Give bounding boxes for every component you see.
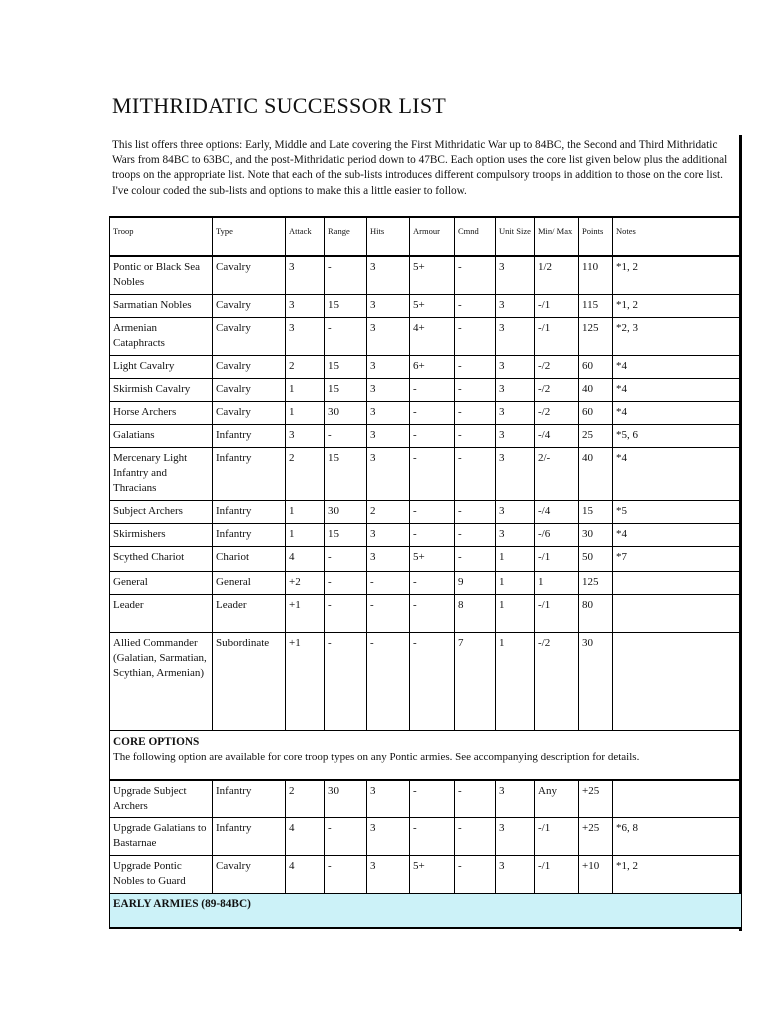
table-cell: 1 — [286, 500, 325, 523]
table-cell: - — [455, 546, 496, 571]
table-cell: - — [410, 632, 455, 730]
table-cell: Infantry — [213, 424, 286, 447]
table-cell: 3 — [367, 856, 410, 894]
table-cell: Infantry — [213, 818, 286, 856]
table-cell: +1 — [286, 632, 325, 730]
column-header: Attack — [286, 217, 325, 256]
table-cell: - — [455, 856, 496, 894]
core-options-cell — [110, 730, 742, 780]
table-cell: 40 — [579, 378, 613, 401]
table-cell: - — [325, 818, 367, 856]
column-header: Cmnd — [455, 217, 496, 256]
table-cell — [613, 632, 742, 730]
table-cell: Cavalry — [213, 378, 286, 401]
table-cell: *4 — [613, 355, 742, 378]
table-cell: Cavalry — [213, 401, 286, 424]
table-cell: 3 — [496, 424, 535, 447]
table-cell — [613, 780, 742, 818]
table-cell: 3 — [496, 523, 535, 546]
table-cell: 30 — [325, 500, 367, 523]
table-cell: Subordinate — [213, 632, 286, 730]
table-cell: 3 — [496, 378, 535, 401]
table-cell: +1 — [286, 594, 325, 632]
table-cell: 30 — [325, 401, 367, 424]
table-cell: 3 — [367, 424, 410, 447]
table-cell: 3 — [496, 780, 535, 818]
table-cell: *1, 2 — [613, 856, 742, 894]
table-cell: +2 — [286, 571, 325, 594]
table-cell: 3 — [496, 355, 535, 378]
table-row — [110, 424, 742, 447]
table-cell: 3 — [496, 856, 535, 894]
table-cell: 30 — [325, 780, 367, 818]
table-cell: Pontic or Black Sea Nobles — [110, 256, 213, 294]
table-cell: Cavalry — [213, 856, 286, 894]
table-cell: 4 — [286, 856, 325, 894]
column-header: Notes — [613, 217, 742, 256]
table-cell: - — [410, 500, 455, 523]
table-cell: *4 — [613, 378, 742, 401]
table-cell: -/1 — [535, 294, 579, 317]
table-cell: 3 — [367, 818, 410, 856]
table-cell: 9 — [455, 571, 496, 594]
table-cell: 3 — [496, 294, 535, 317]
column-header: Troop — [110, 217, 213, 256]
table-cell: Allied Commander (Galatian, Sarmatian, Scythian, Armenian) — [110, 632, 213, 730]
table-cell: 5+ — [410, 294, 455, 317]
table-cell: -/4 — [535, 424, 579, 447]
table-cell: 110 — [579, 256, 613, 294]
table-cell: Chariot — [213, 546, 286, 571]
table-cell: Cavalry — [213, 355, 286, 378]
table-cell: - — [410, 571, 455, 594]
table-cell: - — [455, 780, 496, 818]
table-row — [110, 856, 742, 894]
table-cell: 3 — [496, 500, 535, 523]
table-cell: 1 — [496, 546, 535, 571]
table-cell: Upgrade Pontic Nobles to Guard — [110, 856, 213, 894]
table-cell: -/1 — [535, 317, 579, 355]
core-options-row — [110, 730, 742, 780]
table-cell: - — [325, 856, 367, 894]
table-cell: 15 — [325, 378, 367, 401]
table-cell: Leader — [110, 594, 213, 632]
table-cell: - — [325, 594, 367, 632]
table-cell: Cavalry — [213, 256, 286, 294]
table-cell: - — [410, 424, 455, 447]
table-cell: - — [455, 523, 496, 546]
table-cell: 25 — [579, 424, 613, 447]
table-cell: Infantry — [213, 523, 286, 546]
table-cell: 3 — [286, 256, 325, 294]
column-header: Range — [325, 217, 367, 256]
table-cell: *4 — [613, 523, 742, 546]
table-cell: 8 — [455, 594, 496, 632]
table-cell: 15 — [325, 447, 367, 500]
table-row — [110, 594, 742, 632]
table-cell: 3 — [496, 256, 535, 294]
table-cell: - — [455, 500, 496, 523]
intro-paragraph: This list offers three options: Early, Middle and Late covering the First Mithridatic War up to 84BC, the Second and Third Mithridatic Wars from 84BC to 63BC, and the post-Mithridatic period down to 47BC. Each option uses the core list given below plus the additional troops on the appropriate list. Note that each of the sub-lists introduces different compulsory troops in addition to those on the core list. I've colour coded the sub-lists and options to make this a little easier to follow. — [112, 139, 728, 197]
table-cell: - — [410, 378, 455, 401]
table-cell: 3 — [367, 378, 410, 401]
table-cell: -/4 — [535, 500, 579, 523]
table-cell: -/1 — [535, 594, 579, 632]
core-options-heading: CORE OPTIONS — [113, 735, 200, 748]
table-cell: 1 — [286, 401, 325, 424]
table-cell: 15 — [325, 355, 367, 378]
table-cell: 15 — [579, 500, 613, 523]
table-cell — [613, 571, 742, 594]
table-cell: 3 — [367, 447, 410, 500]
table-cell: 125 — [579, 317, 613, 355]
table-cell: 2 — [286, 447, 325, 500]
table-cell: 2/- — [535, 447, 579, 500]
table-cell: 3 — [367, 523, 410, 546]
troop-list-table — [109, 216, 742, 929]
table-cell: -/1 — [535, 818, 579, 856]
table-cell: 3 — [367, 546, 410, 571]
table-cell: 3 — [367, 317, 410, 355]
table-cell: 1 — [496, 571, 535, 594]
table-cell: 3 — [286, 294, 325, 317]
table-cell: - — [455, 378, 496, 401]
table-cell: 60 — [579, 355, 613, 378]
table-cell: 115 — [579, 294, 613, 317]
core-options-text: The following option are available for core troop types on any Pontic armies. See accompanying description for details. — [113, 750, 640, 763]
table-cell: - — [325, 317, 367, 355]
table-row — [110, 632, 742, 730]
table-cell: *4 — [613, 447, 742, 500]
table-cell: Infantry — [213, 500, 286, 523]
table-cell: - — [325, 424, 367, 447]
table-cell: Sarmatian Nobles — [110, 294, 213, 317]
table-cell: -/2 — [535, 355, 579, 378]
table-cell: -/2 — [535, 401, 579, 424]
table-cell: - — [410, 523, 455, 546]
troop-rows — [110, 256, 742, 730]
table-cell: 30 — [579, 632, 613, 730]
table-cell: - — [455, 256, 496, 294]
page-title: MITHRIDATIC SUCCESSOR LIST — [112, 93, 447, 118]
column-header: Min/ Max — [535, 217, 579, 256]
table-cell: 2 — [286, 355, 325, 378]
table-cell: General — [110, 571, 213, 594]
table-row — [110, 546, 742, 571]
table-cell: 1 — [286, 378, 325, 401]
table-cell: 6+ — [410, 355, 455, 378]
table-row — [110, 401, 742, 424]
table-cell: *7 — [613, 546, 742, 571]
table-cell: Subject Archers — [110, 500, 213, 523]
table-cell: Cavalry — [213, 294, 286, 317]
early-armies-row — [110, 894, 742, 929]
table-cell: - — [410, 594, 455, 632]
table-cell: Horse Archers — [110, 401, 213, 424]
table-cell: - — [455, 355, 496, 378]
table-cell: 7 — [455, 632, 496, 730]
table-cell: *4 — [613, 401, 742, 424]
table-row — [110, 447, 742, 500]
table-row — [110, 294, 742, 317]
table-cell: - — [367, 632, 410, 730]
table-cell: Infantry — [213, 780, 286, 818]
table-cell: 4+ — [410, 317, 455, 355]
table-cell: -/1 — [535, 546, 579, 571]
table-cell: - — [367, 594, 410, 632]
table-cell: - — [410, 447, 455, 500]
table-cell: Armenian Cataphracts — [110, 317, 213, 355]
table-cell: 1 — [496, 594, 535, 632]
table-cell: *1, 2 — [613, 294, 742, 317]
table-cell: 30 — [579, 523, 613, 546]
table-cell: - — [325, 571, 367, 594]
table-cell: - — [325, 632, 367, 730]
table-row — [110, 256, 742, 294]
table-cell: General — [213, 571, 286, 594]
table-cell: 1/2 — [535, 256, 579, 294]
table-cell: *5 — [613, 500, 742, 523]
table-cell: - — [455, 401, 496, 424]
table-cell: 3 — [367, 401, 410, 424]
table-cell: Light Cavalry — [110, 355, 213, 378]
table-cell: 40 — [579, 447, 613, 500]
column-header: Type — [213, 217, 286, 256]
early-armies-label: EARLY ARMIES (89-84BC) — [110, 894, 742, 929]
table-cell: 1 — [286, 523, 325, 546]
table-cell: - — [455, 317, 496, 355]
table-cell: 60 — [579, 401, 613, 424]
table-row — [110, 378, 742, 401]
table-cell: 3 — [367, 294, 410, 317]
table-cell: -/2 — [535, 378, 579, 401]
table-cell: Leader — [213, 594, 286, 632]
table-cell: *6, 8 — [613, 818, 742, 856]
column-header: Armour — [410, 217, 455, 256]
table-cell: 3 — [496, 401, 535, 424]
table-cell: 5+ — [410, 856, 455, 894]
column-header: Hits — [367, 217, 410, 256]
table-cell: Cavalry — [213, 317, 286, 355]
table-cell: 3 — [286, 424, 325, 447]
table-cell: *5, 6 — [613, 424, 742, 447]
table-cell: - — [455, 447, 496, 500]
table-cell: 4 — [286, 818, 325, 856]
column-header: Points — [579, 217, 613, 256]
table-cell: 3 — [496, 317, 535, 355]
table-cell: - — [410, 401, 455, 424]
option-rows — [110, 780, 742, 894]
table-cell: - — [325, 256, 367, 294]
table-row — [110, 818, 742, 856]
table-cell: 2 — [367, 500, 410, 523]
table-cell: - — [367, 571, 410, 594]
table-cell: 15 — [325, 523, 367, 546]
table-cell: Scythed Chariot — [110, 546, 213, 571]
table-cell: *1, 2 — [613, 256, 742, 294]
table-cell: 3 — [496, 447, 535, 500]
table-cell: 125 — [579, 571, 613, 594]
table-cell: - — [455, 294, 496, 317]
table-cell: *2, 3 — [613, 317, 742, 355]
table-cell: +25 — [579, 780, 613, 818]
table-cell: 4 — [286, 546, 325, 571]
table-row — [110, 355, 742, 378]
table-cell: 1 — [535, 571, 579, 594]
table-cell: - — [410, 818, 455, 856]
table-cell: -/6 — [535, 523, 579, 546]
table-row — [110, 500, 742, 523]
table-cell: +10 — [579, 856, 613, 894]
table-row — [110, 780, 742, 818]
table-cell: 3 — [367, 780, 410, 818]
table-cell: Skirmish Cavalry — [110, 378, 213, 401]
table-cell: Mercenary Light Infantry and Thracians — [110, 447, 213, 500]
table-cell: Upgrade Galatians to Bastarnae — [110, 818, 213, 856]
table-cell: 5+ — [410, 256, 455, 294]
table-cell: 3 — [367, 256, 410, 294]
table-cell: Any — [535, 780, 579, 818]
table-cell: Galatians — [110, 424, 213, 447]
table-cell: 3 — [496, 818, 535, 856]
table-cell: - — [455, 424, 496, 447]
table-cell — [613, 594, 742, 632]
table-cell: 5+ — [410, 546, 455, 571]
table-cell: Skirmishers — [110, 523, 213, 546]
table-cell: - — [455, 818, 496, 856]
table-cell: -/1 — [535, 856, 579, 894]
table-cell: 15 — [325, 294, 367, 317]
column-header: Unit Size — [496, 217, 535, 256]
table-cell: - — [325, 546, 367, 571]
table-cell: - — [410, 780, 455, 818]
table-cell: 3 — [286, 317, 325, 355]
table-cell: 80 — [579, 594, 613, 632]
table-cell: 1 — [496, 632, 535, 730]
table-cell: 2 — [286, 780, 325, 818]
table-cell: Infantry — [213, 447, 286, 500]
table-row — [110, 523, 742, 546]
table-cell: 50 — [579, 546, 613, 571]
table-row — [110, 317, 742, 355]
table-cell: -/2 — [535, 632, 579, 730]
table-cell: 3 — [367, 355, 410, 378]
table-row — [110, 571, 742, 594]
table-cell: +25 — [579, 818, 613, 856]
table-header-row — [110, 217, 742, 256]
table-cell: Upgrade Subject Archers — [110, 780, 213, 818]
